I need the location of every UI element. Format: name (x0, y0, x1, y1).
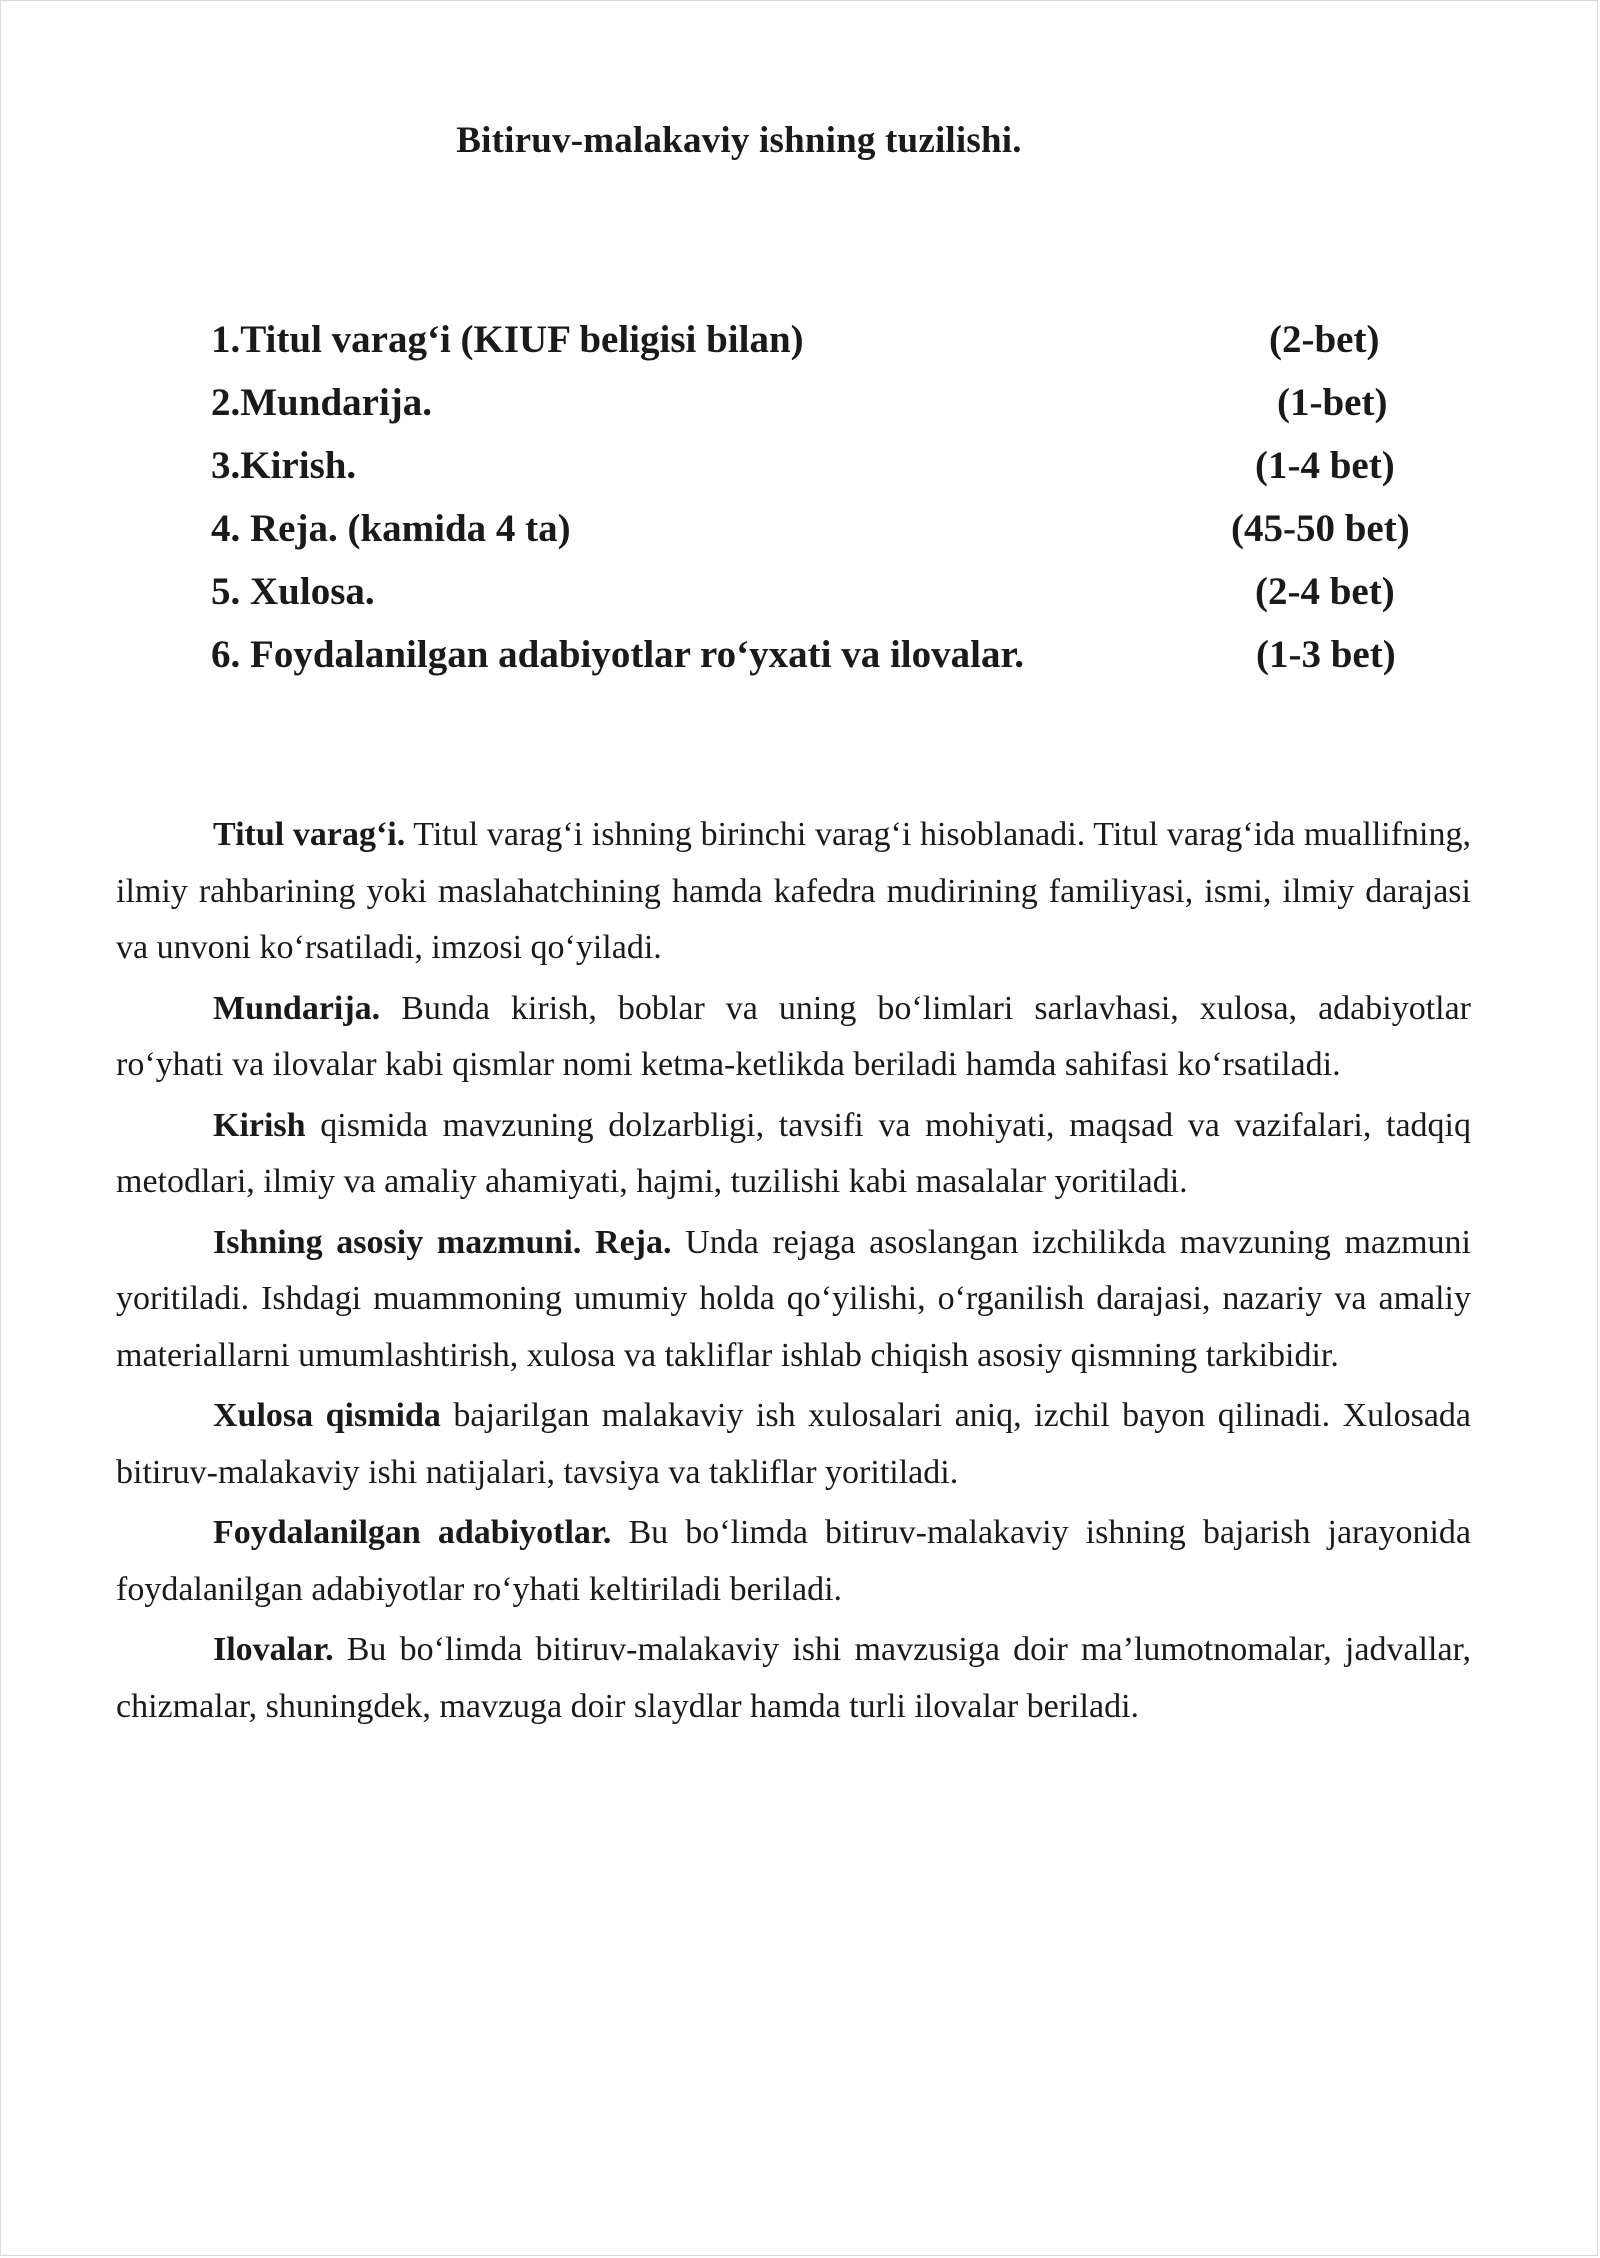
section-ilovalar (116, 1622, 1471, 1735)
section-text: Bu bo‘limda bitiruv-malakaviy ishning bajarish jarayonida foydalanilgan adabiyotlar ro‘yhati keltiriladi beriladi. (116, 1514, 1472, 1608)
section-text: Titul varag‘i ishning birinchi varag‘i hisoblanadi. Titul varag‘ida muallifning, ilmiy rahbarining yoki maslahatchining hamda kafedra mudirining familiyasi, ismi, ilmiy darajasi va unvoni ko‘rsatiladi, imzosi qo‘yiladi. (116, 816, 1471, 966)
section-heading: Kirish (213, 1106, 306, 1144)
toc-item-label: 1.Titul varag‘i (KIUF beligisi bilan) (211, 318, 804, 361)
document-body (116, 807, 1471, 1739)
toc-item-pages: (1-bet) (1277, 381, 1388, 424)
section-titul (116, 807, 1471, 977)
toc-item (211, 371, 1451, 434)
section-mundarija (116, 981, 1471, 1094)
section-text: bajarilgan malakaviy ish xulosalari aniq, izchil bayon qilinadi. Xulosada bitiruv-malakaviy ishi natijalari, tavsiya va takliflar yoritiladi. (116, 1397, 1472, 1491)
section-text: qismida mavzuning dolzarbligi, tavsifi va mohiyati, maqsad va vazifalari, tadqiq metodlari, ilmiy va amaliy ahamiyati, hajmi, tuzilishi kabi masalalar yoritiladi. (116, 1106, 1471, 1200)
toc-item-label: 4. Reja. (kamida 4 ta) (211, 507, 571, 550)
section-heading: Xulosa qismida (213, 1397, 441, 1434)
toc-item (211, 560, 1451, 623)
section-heading: Titul varag‘i. (213, 816, 406, 853)
toc-item-pages: (1-4 bet) (1255, 444, 1395, 487)
toc-item-pages: (1-3 bet) (1256, 633, 1396, 676)
toc-item (211, 497, 1451, 560)
page-title: Bitiruv-malakaviy ishning tuzilishi. (456, 120, 1022, 161)
section-adabiyotlar (116, 1505, 1471, 1618)
toc-item-pages: (2-bet) (1269, 318, 1380, 361)
section-heading: Ilovalar. (213, 1631, 334, 1668)
toc-item-label: 6. Foydalanilgan adabiyotlar ro‘yxati va ilovalar. (211, 633, 1024, 676)
section-text: Bu bo‘limda bitiruv-malakaviy ishi mavzusiga doir ma’lumotnomalar, jadvallar, chizmalar, shuningdek, mavzuga doir slaydlar hamda turli ilovalar beriladi. (116, 1631, 1471, 1725)
section-heading: Ishning asosiy mazmuni. Reja. (213, 1223, 672, 1261)
table-of-contents (211, 308, 1451, 686)
toc-item (211, 308, 1451, 371)
toc-item-label: 2.Mundarija. (211, 381, 433, 424)
section-reja (116, 1215, 1471, 1385)
toc-item-pages: (45-50 bet) (1231, 507, 1410, 550)
toc-item-pages: (2-4 bet) (1255, 570, 1395, 613)
toc-item-label: 5. Xulosa. (211, 570, 375, 613)
section-heading: Mundarija. (213, 989, 381, 1027)
section-text: Unda rejaga asoslangan izchilikda mavzuning mazmuni yoritiladi. Ishdagi muammoning umumiy holda qo‘yilishi, o‘rganilish darajasi, nazariy va amaliy materiallarni umumlashtirish, xulosa va takliflar ishlab chiqish asosiy qismning tarkibidir. (116, 1223, 1471, 1374)
section-heading: Foydalanilgan adabiyotlar. (213, 1514, 612, 1551)
section-xulosa (116, 1388, 1471, 1501)
toc-item (211, 434, 1451, 497)
toc-item (211, 623, 1451, 686)
section-text: Bunda kirish, boblar va uning bo‘limlari sarlavhasi, xulosa, adabiyotlar ro‘yhati va ilovalar kabi qismlar nomi ketma-ketlikda beriladi hamda sahifasi ko‘rsatiladi. (116, 989, 1471, 1083)
section-kirish (116, 1098, 1471, 1211)
toc-item-label: 3.Kirish. (211, 444, 357, 487)
